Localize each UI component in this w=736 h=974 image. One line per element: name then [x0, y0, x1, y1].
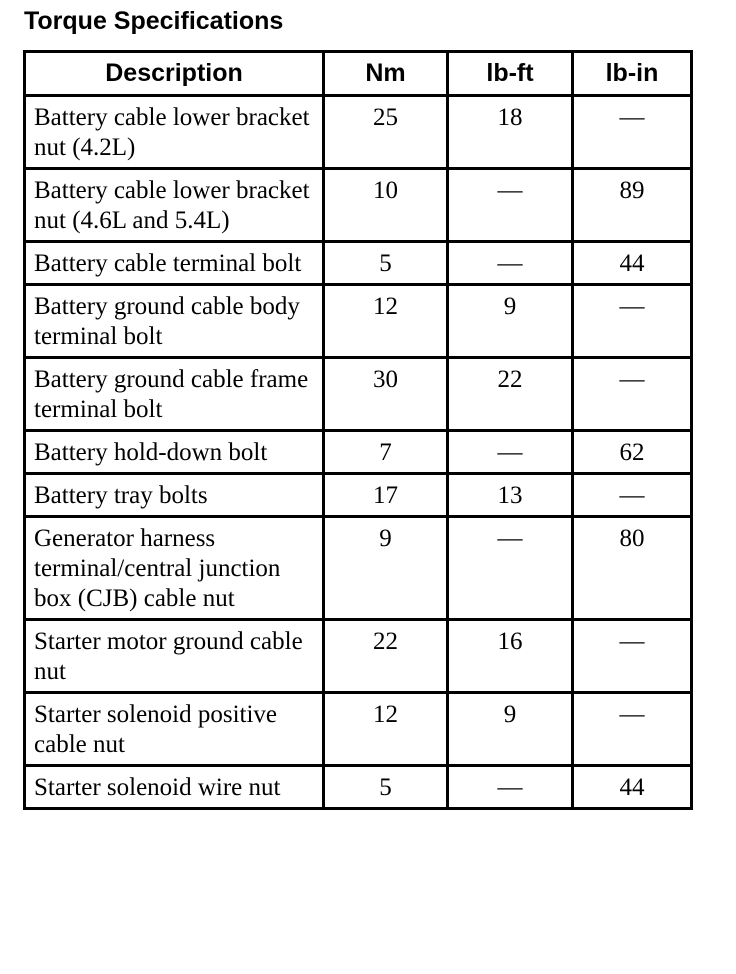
description-cell: Starter motor ground cable nut [25, 620, 324, 693]
lb-in-cell: — [573, 285, 692, 358]
lb-in-cell: — [573, 474, 692, 517]
lb-ft-cell: 18 [448, 96, 573, 169]
column-header-lb-in: lb-in [573, 52, 692, 96]
nm-cell: 5 [324, 242, 448, 285]
description-cell: Battery cable terminal bolt [25, 242, 324, 285]
lb-ft-cell: 9 [448, 285, 573, 358]
nm-cell: 5 [324, 766, 448, 809]
lb-in-cell: 89 [573, 169, 692, 242]
lb-in-cell: — [573, 96, 692, 169]
description-cell: Battery cable lower bracket nut (4.2L) [25, 96, 324, 169]
description-cell: Starter solenoid positive cable nut [25, 693, 324, 766]
column-header-lb-ft: lb-ft [448, 52, 573, 96]
nm-cell: 17 [324, 474, 448, 517]
lb-ft-cell: 16 [448, 620, 573, 693]
lb-ft-cell: 13 [448, 474, 573, 517]
lb-in-cell: 44 [573, 766, 692, 809]
table-row [25, 96, 692, 169]
nm-cell: 22 [324, 620, 448, 693]
description-cell: Battery ground cable frame terminal bolt [25, 358, 324, 431]
lb-in-cell: 44 [573, 242, 692, 285]
table-row [25, 431, 692, 474]
table-row [25, 693, 692, 766]
lb-in-cell: — [573, 358, 692, 431]
lb-ft-cell: 22 [448, 358, 573, 431]
lb-in-cell: 80 [573, 517, 692, 620]
column-header-description: Description [25, 52, 324, 96]
column-header-nm: Nm [324, 52, 448, 96]
table-row [25, 358, 692, 431]
nm-cell: 9 [324, 517, 448, 620]
nm-cell: 12 [324, 693, 448, 766]
table-row [25, 766, 692, 809]
table-header-row [25, 52, 692, 96]
table-row [25, 620, 692, 693]
description-cell: Battery tray bolts [25, 474, 324, 517]
torque-specifications-table [23, 50, 693, 810]
table-row [25, 285, 692, 358]
lb-ft-cell: — [448, 169, 573, 242]
lb-ft-cell: — [448, 431, 573, 474]
lb-ft-cell: 9 [448, 693, 573, 766]
nm-cell: 12 [324, 285, 448, 358]
nm-cell: 10 [324, 169, 448, 242]
lb-ft-cell: — [448, 766, 573, 809]
nm-cell: 7 [324, 431, 448, 474]
lb-in-cell: — [573, 620, 692, 693]
description-cell: Starter solenoid wire nut [25, 766, 324, 809]
description-cell: Battery hold-down bolt [25, 431, 324, 474]
table-row [25, 242, 692, 285]
lb-ft-cell: — [448, 517, 573, 620]
table-row [25, 517, 692, 620]
lb-in-cell: 62 [573, 431, 692, 474]
description-cell: Battery cable lower bracket nut (4.6L and 5.4L) [25, 169, 324, 242]
nm-cell: 25 [324, 96, 448, 169]
lb-ft-cell: — [448, 242, 573, 285]
table-row [25, 169, 692, 242]
description-cell: Generator harness terminal/central junction box (CJB) cable nut [25, 517, 324, 620]
table-row [25, 474, 692, 517]
nm-cell: 30 [324, 358, 448, 431]
description-cell: Battery ground cable body terminal bolt [25, 285, 324, 358]
lb-in-cell: — [573, 693, 692, 766]
page-title: Torque Specifications [24, 7, 284, 35]
